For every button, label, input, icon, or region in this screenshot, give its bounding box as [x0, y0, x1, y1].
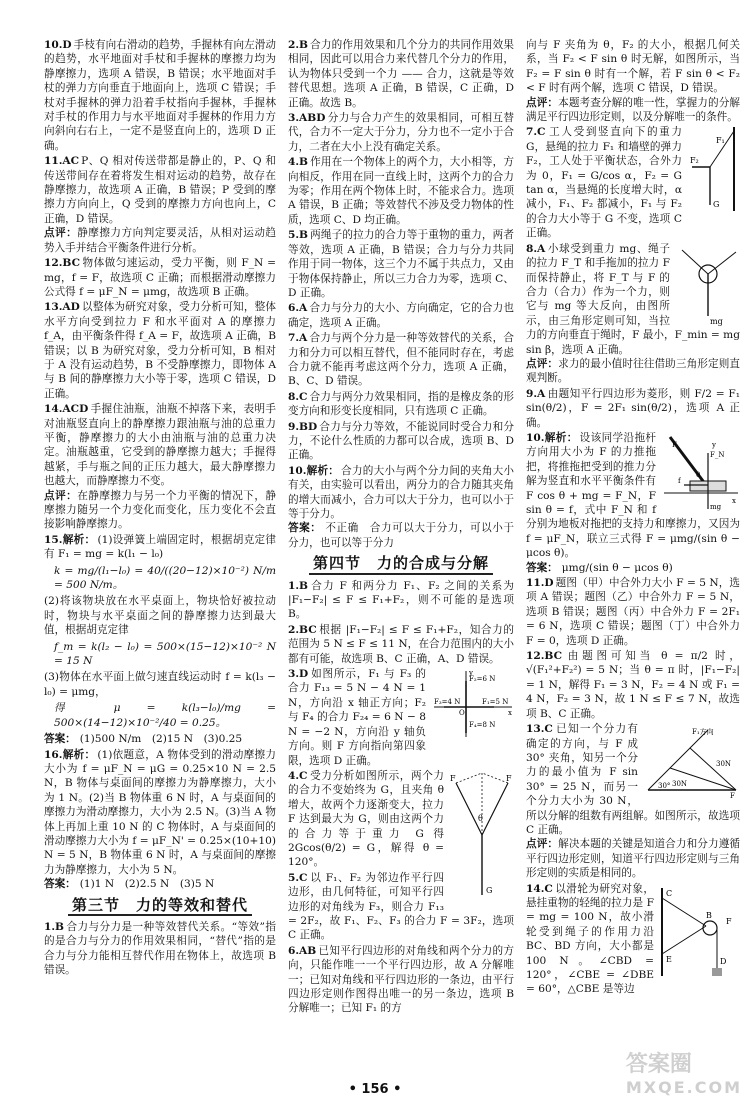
- item-text: 工人受到竖直向下的重力 G，悬绳的拉力 F₁ 和墙壁的弹力 F₂，工人处于平衡状态，合外力为 0，F₁ = G/cos α，F₂ = G tan α，当悬绳的长度增大时，α 减小，F₁、F₂ 都减小，F₁ 与 F₂ 的合力大小等于 G 不变，选项 C 正确。: [526, 126, 682, 240]
- item-text: 手握住油瓶，油瓶不掉落下来，表明手对油瓶竖直向上的静摩擦力跟油瓶与油的总重力平衡，静摩擦力的大小由油瓶与油的总重力决定。油瓶越重，它受到的静摩擦力越大；手握得越紧，手与瓶之间的正压力越大，最大静摩擦力也越大，而静摩擦力不变。: [44, 403, 276, 488]
- force-diagram-coordinates: [432, 669, 514, 739]
- answer-item: [288, 420, 514, 463]
- item-text: 作用在一个物体上的两个力，大小相等，方向相反，作用在同一直线上时，这两个力的合力为零；作用在两个物体上时，不能求合力。选项 A 错误，B 正确；等效替代不涉及受力物体的性质，选项 C、D 均正确。: [288, 156, 514, 226]
- pulley-diagram: [660, 884, 740, 980]
- y-label: y: [712, 440, 716, 449]
- item-number: 7.C: [526, 126, 546, 139]
- f2-label: F₂: [690, 156, 699, 166]
- answer-item: [44, 533, 276, 747]
- answer-item: [526, 431, 740, 575]
- item-number: 12.BC: [44, 257, 81, 270]
- dashed-edge: [482, 773, 508, 783]
- item-text: 合力与两个分力是一种等效替代的关系，合力和分力可以相互替代，但不能同时存在，考虑合力就不能再考虑这两个分力，选项 A 正确，B、C、D 错误。: [288, 332, 514, 388]
- item-number: 9.A: [526, 387, 546, 400]
- item-number: 11.D: [526, 577, 554, 590]
- answer-item: [526, 38, 740, 124]
- answer-item: [288, 38, 514, 110]
- f1-label: F₁=5 N: [482, 698, 509, 707]
- answer-item: [288, 228, 514, 300]
- item-text: 设该同学沿拖杆方向用大小为 F 的力推拖把，将推拖把受到的推力分解为竖直和水平平衡条件有 F cos θ + mg = F_N，F sin θ = f，式中 F_N 和 f 分别为地板对拖把的支持力和摩擦力，又因为 f = μF_N，联立三式得 F = μmg/(sin θ − μcos θ)。: [526, 431, 740, 560]
- answer-item: [44, 154, 276, 255]
- decomposition-diagram: [644, 724, 740, 798]
- item-text: 题图（甲）中合外力大小 F = 5 N，选项 A 错误；题图（乙）中合外力 F = 5 N，选项 B 错误；题图（丙）中合外力 F = 2F₁ = 6 N，选项 C 错误；题图（丁）中合外力 F = 0，选项 D 正确。: [526, 577, 740, 647]
- watermark-logo: [626, 1047, 742, 1097]
- item-text: 如图所示，F₁ 与 F₃ 的合力 F₁₃ = 5 N − 4 N = 1 N，方向沿 x 轴正方向；F₂ 与 F₄ 的合力 F₂₄ = 6 N − 8 N = −2 N，方向沿 y 轴负方向。则 F 方向指向第四象限，选项 D 正确。: [288, 668, 426, 767]
- item-number: 2.BC: [288, 623, 317, 636]
- answer-item: [288, 390, 514, 419]
- item-text: (1)设弹簧上端固定时，根据胡克定律有 F₁ = mg = k(l₁ − l₀): [44, 533, 276, 561]
- x-label: x: [508, 709, 512, 718]
- f2-label: F₂=6 N: [469, 675, 496, 684]
- watermark-text: 答案圈: [625, 1052, 692, 1077]
- item-number: 8.A: [526, 242, 546, 255]
- e-label: E: [666, 954, 672, 964]
- formula: k = mg/(l₁−l₀) = 40/((20−12)×10⁻²) N/m = 500 N/m。: [54, 564, 276, 592]
- f1-dir-label: F₁方向: [692, 728, 714, 737]
- item-number: 10.D: [44, 39, 72, 51]
- g-label: G: [486, 885, 493, 895]
- answer-label: 答案：: [44, 878, 76, 891]
- mg-label: mg: [710, 316, 723, 326]
- answer-item: [526, 576, 740, 648]
- theta-label: θ: [696, 470, 701, 479]
- force-diagram-rhombus: [450, 771, 514, 899]
- ball-diagram: [676, 244, 740, 326]
- item-number: 9.BD: [288, 420, 318, 433]
- answer-item: [526, 882, 740, 997]
- item-text: 合力的大小与两个分力间的夹角大小有关，由实验可以看出，两分力的合力随其夹角的增大而减小，合力可以大于分力，也可以小于等于分力。: [288, 464, 515, 520]
- item-number: 13.AD: [44, 301, 80, 314]
- item-text: 以滑轮为研究对象，悬挂重物的轻绳的拉力是 F = mg = 100 N，故小滑轮受到绳子的作用力沿 BC、BD 方向，大小都是 100 N。∠CBD = 120°，∠CBE = ∠DBE = 60°，△CBE 是等边: [526, 882, 654, 996]
- item-number: 10.解析：: [526, 431, 578, 444]
- item-text: 物体做匀速运动，受力平衡，则 F_N = mg，f = F，故选项 C 正确；而根据滑动摩擦力公式得 f = μF_N = μmg，故选项 B 正确。: [44, 257, 276, 298]
- formula: 得 μ = k(l₃−l₀)/mg = 500×(14−12)×10⁻²/40 = 0.25。: [54, 702, 276, 729]
- answer-item: [288, 464, 514, 550]
- f1-label: F₁: [716, 136, 725, 146]
- answer-item: [44, 920, 276, 978]
- answer-item: [526, 242, 740, 386]
- f-label: F: [730, 792, 735, 799]
- note-text: 静摩擦力方向判定要灵活，从相对运动趋势入手并结合平衡条件进行分析。: [44, 227, 277, 254]
- item-text: 合力的作用效果和几个分力的共同作用效果相同，因此可以用合力来代替几个分力的作用，认为物体只受到一个力 —— 合力，这就是等效替代思想。选项 A 正确，B 错误，C 正确，D 正确。故选 B。: [288, 39, 514, 109]
- answer-label: 答案：: [526, 561, 558, 574]
- answer-label: 答案：: [288, 522, 322, 535]
- item-number: 3.D: [288, 668, 309, 681]
- x-label: x: [732, 496, 736, 505]
- item-text: 合力与分力等效，不能说同时受合力和分力，不论什么性质的力都可以合成，选项 B、D 正确。: [288, 420, 514, 462]
- value-label: 30N: [716, 760, 732, 769]
- answer-text: 不正确 合力可以大于分力，可以小于分力，也可以等于分力: [288, 522, 515, 549]
- note-text: 本题考查分解的唯一性，掌握力的分解满足平行四边形定则，以及分解唯一的条件。: [526, 96, 741, 124]
- force-label: F: [672, 440, 677, 449]
- note-label: 点评：: [526, 838, 559, 851]
- value-label: 30N: [672, 780, 688, 789]
- section-title: [44, 895, 276, 916]
- item-text: 合力与两分力效果相同，指的是橡皮条的形变方向和形变长度相同，只有选项 C 正确。: [288, 390, 514, 418]
- answer-label: 答案：: [44, 733, 76, 746]
- item-number: 1.B: [288, 579, 309, 592]
- f4-label: F₄=8 N: [469, 721, 496, 730]
- c-label: C: [666, 888, 673, 898]
- note-label: 点评：: [526, 357, 559, 370]
- item-text: 合力与分力是一种等效替代关系。“等效”指的是合力与分力的作用效果相同，“替代”指的是合力与分力能相互替代作用在物体上，故选项 B 错误。: [44, 920, 276, 977]
- item-number: 3.ABD: [288, 112, 326, 125]
- answer-text: μmg/(sin θ − μcos θ): [561, 561, 673, 574]
- item-number: 7.A: [288, 332, 308, 345]
- item-number: 15.解析：: [44, 533, 96, 546]
- dashed-edge: [456, 773, 482, 783]
- f-label: F: [450, 773, 456, 783]
- worker-wall-diagram: [688, 127, 740, 211]
- d-label: D: [720, 956, 727, 966]
- item-text: 向与 F 夹角为 θ，F₂ 的大小，根据几何关系，当 F₂ < F sin θ 时无解，如图所示，当 F₂ = F sin θ 时有一个解，若 F sin θ < F₂ < F 时有两个解，选项 C 错误，D 错误。: [526, 39, 740, 95]
- item-number: 12.BC: [526, 650, 563, 663]
- answer-item: [288, 331, 514, 389]
- b-label: B: [706, 910, 712, 920]
- item-number: 13.C: [526, 723, 553, 736]
- rod: [662, 926, 706, 954]
- theta-label: θ: [478, 813, 483, 823]
- section-title-text: 第四节 力的合成与分解: [309, 556, 493, 574]
- f-label: f: [678, 476, 681, 485]
- rope-left: [682, 250, 708, 274]
- item-text: P、Q 相对传送带都是静止的，P、Q 和传送带间存在着将发生相对运动的趋势，故存在静摩擦力，故选项 A 正确，B 错误；P 受到的摩擦力方向向上，Q 受到的摩擦力方向也向上，C 正确，D 错误。: [44, 155, 276, 225]
- rope-right: [708, 252, 736, 274]
- section-title-text: 第三节 力的等效和替代: [68, 898, 252, 916]
- section-title: [288, 556, 514, 574]
- item-number: 2.B: [288, 39, 309, 51]
- f-label: F: [726, 916, 732, 926]
- answer-item: [526, 722, 740, 880]
- force-right: [482, 783, 508, 835]
- angle-label: 30°: [658, 782, 671, 791]
- answer-item: [44, 38, 276, 153]
- item-number: 10.解析：: [288, 464, 340, 477]
- item-number: 4.B: [288, 156, 309, 169]
- item-number: 14.ACD: [44, 403, 89, 416]
- item-text: 已知一个分力有确定的方向，与 F 成 30° 夹角，知另一个分力的最小值为 F sin 30° = 25 N，而另一个分力大小为 30 N，所以分解的组数有两组解。如图所示，故选项 C 正确。: [526, 723, 740, 836]
- item-text: 小球受到重力 mg、绳子的拉力 F_T 和手拖加的拉力 F 而保持静止，将 F_T 与 F 的合力（合力）作为一个力，则它与 mg 等大反向，由图所示，由三角形定则可知，当拉力的方向垂直于绳时，F 最小，F_min = mg sin β，选项 A 正确。: [526, 242, 740, 356]
- item-number: 1.B: [44, 920, 65, 933]
- column-middle: [288, 38, 514, 1017]
- item-text: 已知平行四边形的对角线和两个分力的方向，只能作唯一一个平行四边形，故 A 分解唯一；已知对角线和平行四边形的一条边，由平行四边形定则作图得出唯一的另一条边，选项 B 分解唯一；已知 F₁ 的方: [288, 944, 514, 1015]
- answer-item: [526, 387, 740, 430]
- answer-item: [526, 649, 740, 721]
- answer-text: (1)500 N/m (2)15 N (3)0.25: [79, 733, 243, 746]
- answer-item: [526, 125, 740, 240]
- answer-item: [288, 155, 514, 227]
- item-number: 14.C: [526, 882, 553, 895]
- rope-cb: [662, 898, 706, 926]
- weight: [712, 968, 722, 976]
- column-left: [44, 38, 276, 979]
- pulley: [703, 921, 717, 935]
- item-text: 以 F₁、F₂ 为邻边作平行四边形，由几何特征，可知平行四边形的对角线为 F₃，则合力 F₁₃ = 2F₂，故 F₁、F₂、F₃ 的合力 F = 3F₂，选项 C 正确。: [288, 871, 514, 942]
- item-text: 分力与合力产生的效果相同，可相互替代，合力不一定大于分力，分力也不一定小于合力，二者在大小上没有确定关系。: [288, 112, 514, 153]
- column-right: [526, 38, 740, 998]
- origin-label: O: [459, 709, 465, 718]
- answer-item: [44, 402, 276, 532]
- answer-item: [288, 944, 514, 1016]
- component-30n-a: [690, 748, 736, 790]
- item-text: 受力分析如图所示，两个力的合力不变始终为 G，且夹角 θ 增大，故两个力逐渐变大，拉力 F 达到最大为 G，则由这两个力的合力等于重力 G 得 2Gcos(θ/2) = G，解得 θ = 120°。: [288, 769, 444, 869]
- item-number: 6.AB: [288, 944, 317, 957]
- mop-diagram: [662, 433, 740, 513]
- item-text: (2)将该物块放在水平桌面上，物块恰好被拉动时，物块与水平桌面之间的静摩擦力达到最大值，根据胡克定律: [44, 595, 276, 637]
- item-text: 手枝有向右滑动的趋势，手握林有向左滑动的趋势，水平地面对手杖和手握林的摩擦力均为静摩擦力，选项 A 错误，B 错误；水平地面对手杖的弹力方向垂直于地面向上，选项 C 错误；手杖对手握林的弹力沿着手杖指向手握林，手握林对手杖的作用力与水平地面对手握林的作用力方向斜向右右上，一定不是竖直向上的，选项 D 正确。: [44, 39, 276, 152]
- item-number: 5.C: [288, 871, 308, 884]
- page-number: • 156 •: [348, 1082, 402, 1097]
- answer-item: [288, 623, 514, 666]
- answer-item: [44, 748, 276, 892]
- y-label: y: [469, 669, 473, 678]
- note-label: 点评：: [44, 489, 78, 502]
- item-text: (3)物体在水平面上做匀速直线运动时 f = k(l₃ − l₀) = μmg，: [44, 671, 276, 698]
- force-left: [456, 783, 482, 835]
- item-number: 5.B: [288, 229, 309, 242]
- note-label: 点评：: [526, 96, 559, 109]
- answer-item: [44, 256, 276, 299]
- item-text: 合力与分力的大小、方向确定，它的合力也确定，选项 A 正确。: [288, 302, 514, 329]
- mg-label: mg: [710, 502, 722, 511]
- formula: f_m = k(l₂ − l₀) = 500×(15−12)×10⁻² N = 15 N: [54, 640, 276, 668]
- fn-label: F_N: [710, 450, 725, 459]
- g-label: G: [713, 200, 720, 210]
- note-text: 解决本题的关键是知道合力和分力遵循平行四边形定则，知道平行四边形定则与三角形定则的实质是相同的。: [526, 838, 741, 880]
- item-number: 8.C: [288, 390, 308, 403]
- item-text: (1)依题意，A 物体受到的滑动摩擦力大小为 f = μF_N = μG = 0.25×10 N = 2.5 N，B 物体与桌面间的摩擦力为静摩擦力，大小为 1 N。(2)当 B 物体重 6 N 时，A 与桌面间的摩擦力为滑动摩擦力，大小为 2.5 N。(3)当 A 物体上再加上重 10 N 的 C 物体时，A 与桌面间的滑动摩擦力大小为 f = μF_N' = 0.25×(10+10) N = 5 N，B 物体重 6 N 时，A 与桌面间的摩擦力为静摩擦力，大小为 5 N。: [44, 748, 276, 876]
- item-number: 6.A: [288, 302, 308, 315]
- item-number: 4.C: [288, 769, 308, 782]
- note-text: 求力的最小值时往往借助三角形定则直观判断。: [526, 357, 741, 385]
- item-text: 根据 |F₁−F₂| ≤ F ≤ F₁+F₂，知合力的范围为 5 N ≤ F ≤ 11 N，在合力范围内的大小都有可能，故选项 B、C 正确，A、D 错误。: [288, 623, 514, 665]
- item-text: 由题知平行四边形为菱形，则 F/2 = F₁ sin(θ/2)，F = 2F₁ sin(θ/2)，选项 A 正确。: [526, 387, 740, 429]
- note-label: 点评：: [44, 227, 78, 240]
- answer-item: [44, 300, 276, 401]
- note-text: 在静摩擦力与另一个力平衡的情况下，静摩擦力随另一个力变化而变化，压力变化不会直接影响静摩擦力。: [44, 489, 277, 531]
- item-text: 由题图可知当 θ = π/2 时，√(F₁²+F₂²) = 5 N；当 θ = π 时，|F₁−F₂| = 1 N，解得 F₁ = 3 N，F₂ = 4 N 或 F₁ = 4 N，F₂ = 3 N，故 1 N ≤ F ≤ 7 N，故选项 B、C 正确。: [526, 650, 740, 720]
- answer-item: [288, 111, 514, 154]
- answer-item: [288, 667, 514, 768]
- f-label: F: [506, 773, 512, 783]
- answer-text: (1)1 N (2)2.5 N (3)5 N: [79, 878, 215, 891]
- item-number: 16.解析：: [44, 748, 96, 761]
- item-text: 合力 F 和两分力 F₁、F₂ 之间的关系为 |F₁−F₂| ≤ F ≤ F₁+F₂，则不可能的是选项 B。: [288, 579, 514, 621]
- f3-label: F₃=4 N: [434, 698, 461, 707]
- answer-item: [288, 301, 514, 330]
- watermark-url: MXQE.COM: [625, 1078, 742, 1097]
- item-text: 以整体为研究对象，受力分析可知，整体水平方向受到拉力 F 和水平面对 A 的摩擦力 f_A，由平衡条件得 f_A = F，故选项 A 正确，B 错误；以 B 为研究对象，受力分析可知，B 相对于 A 没有运动趋势，B 不受静摩擦力，即物体 A 与 B 间的静摩擦力大小等于零，选项 C 错误，D 正确。: [44, 301, 276, 400]
- item-text: 两绳子的拉力的合力等于重物的重力，两者等效，选项 A 正确，B 错误；合力与分力共同作用于同一物体，这三个力不属于共点力，又由于物体保持静止，所以三力合力为零，选项 C、D 正确。: [288, 229, 514, 299]
- answer-item: [288, 579, 514, 622]
- item-number: 11.AC: [44, 155, 80, 168]
